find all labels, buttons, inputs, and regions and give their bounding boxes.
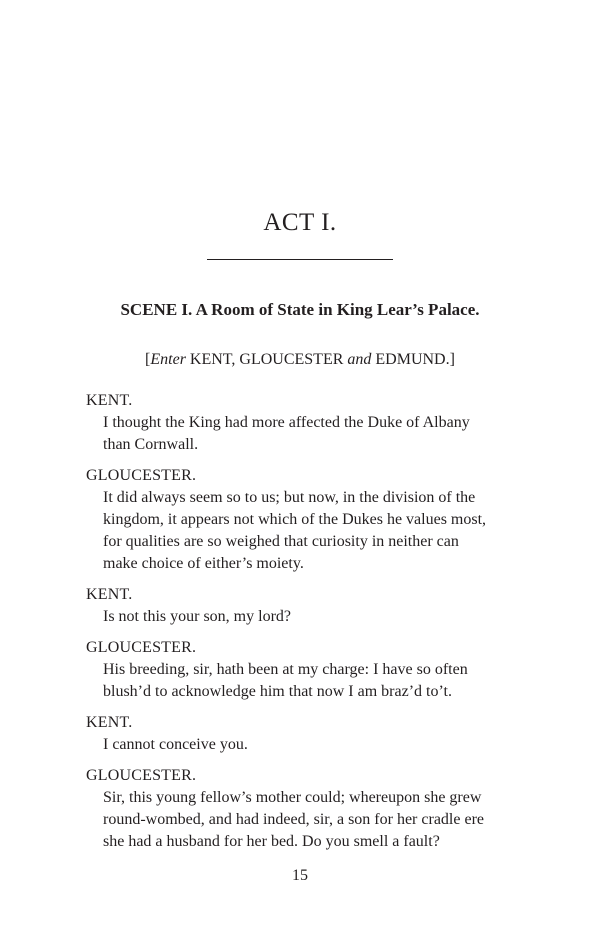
speech-block — [86, 584, 526, 628]
stage-direction-enter: Enter — [150, 351, 186, 368]
speech-line: make choice of either’s moiety. — [103, 555, 304, 572]
stage-direction-open: [ — [145, 351, 151, 368]
speaker-name: GLOUCESTER. — [86, 639, 197, 656]
speech-line: than Cornwall. — [103, 436, 199, 453]
speaker-name: GLOUCESTER. — [86, 767, 197, 784]
speech-line: I thought the King had more affected the Duke of Albany — [103, 414, 470, 431]
scene-title: SCENE I. A Room of State in King Lear’s Palace. — [120, 300, 480, 319]
speech-line: His breeding, sir, hath been at my charge: I have so often — [103, 661, 468, 678]
speech-line: Is not this your son, my lord? — [103, 608, 291, 625]
speech-line: blush’d to acknowledge him that now I am braz’d to’t. — [103, 683, 452, 700]
stage-direction-names-a: KENT, GLOUCESTER — [185, 351, 348, 368]
speech-line: kingdom, it appears not which of the Dukes he values most, — [103, 511, 487, 528]
speech-line: Sir, this young fellow’s mother could; whereupon she grew — [103, 789, 482, 806]
speaker-name: KENT. — [86, 714, 133, 731]
stage-direction-and: and — [347, 351, 372, 368]
dialogue — [86, 390, 526, 862]
speech-block — [86, 765, 526, 853]
page-number: 15 — [292, 867, 308, 884]
speaker-name: KENT. — [86, 392, 133, 409]
speech-line: she had a husband for her bed. Do you smell a fault? — [103, 833, 440, 850]
speech-line: for qualities are so weighed that curiosity in neither can — [103, 533, 459, 550]
speech-block — [86, 465, 526, 575]
speaker-name: KENT. — [86, 586, 133, 603]
speech-block — [86, 712, 526, 756]
speaker-name: GLOUCESTER. — [86, 467, 197, 484]
speech-block — [86, 637, 526, 703]
stage-direction-names-b: EDMUND.] — [371, 351, 455, 368]
speech-block — [86, 390, 526, 456]
speech-line: I cannot conceive you. — [103, 736, 248, 753]
stage-direction — [0, 351, 600, 369]
title-rule — [207, 259, 393, 260]
speech-line: It did always seem so to us; but now, in the division of the — [103, 489, 476, 506]
speech-line: round-wombed, and had indeed, sir, a son for her cradle ere — [103, 811, 484, 828]
act-title: ACT I. — [263, 209, 337, 236]
